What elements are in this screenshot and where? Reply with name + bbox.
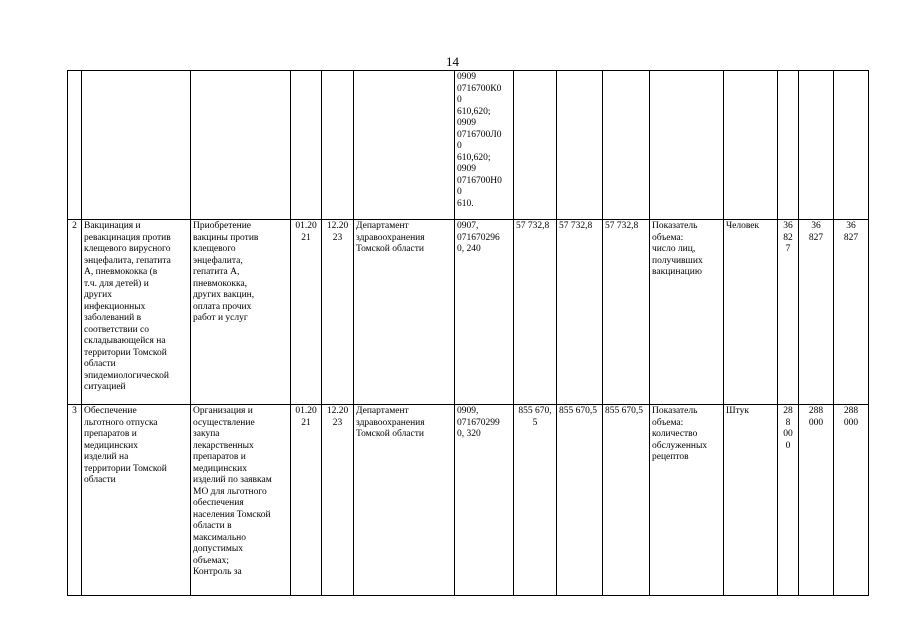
unit: Штук: [724, 405, 778, 596]
end-date: [322, 71, 354, 220]
amount-3: 855 670,5: [603, 405, 650, 596]
indicator: Показатель объема: количество обслуженных рецептов: [650, 405, 724, 596]
amount-1: 855 670, 5: [514, 405, 557, 596]
table-row: [68, 220, 869, 405]
row-number: [68, 71, 82, 220]
row-number: 3: [68, 405, 82, 596]
quantity-3: 288 000: [834, 405, 869, 596]
unit: [724, 71, 778, 220]
table-row: [68, 71, 869, 220]
amount-2: 855 670,5: [557, 405, 603, 596]
row-number: 2: [68, 220, 82, 405]
executor: Департамент здравоохранения Томской области: [354, 405, 455, 596]
end-date: 12.20 23: [322, 220, 354, 405]
quantity-3: 36 827: [834, 220, 869, 405]
executor: Департамент здравоохранения Томской области: [354, 220, 455, 405]
start-date: 01.20 21: [291, 220, 322, 405]
quantity-1: 28 8 00 0: [778, 405, 799, 596]
budget-code: 0909 0716700К0 0 610,620; 0909 0716700Л0 0 610,620; 0909 0716700Н0 0 610.: [455, 71, 514, 220]
executor: [354, 71, 455, 220]
quantity-1: 36 82 7: [778, 220, 799, 405]
amount-1: 57 732,8: [514, 220, 557, 405]
table-row: [68, 405, 869, 596]
end-date: 12.20 23: [322, 405, 354, 596]
measure-name: Вакцинация и ревакцинация против клещевого вирусного энцефалита, гепатита А, пневмококка (в т.ч. для детей) и других инфекционных заболеваний в соответствии со складывающейся на территории Томской области эпидемиологической ситуацией: [82, 220, 191, 405]
amount-2: 57 732,8: [557, 220, 603, 405]
quantity-2: [799, 71, 834, 220]
quantity-3: [834, 71, 869, 220]
unit: Человек: [724, 220, 778, 405]
measure-description: [191, 71, 291, 220]
measure-name: [82, 71, 191, 220]
measure-description: Организация и осуществление закупа лекарственных препаратов и медицинских изделий по заявкам МО для льготного обеспечения населения Томской области в максимально допустимых объемах; Контроль за: [191, 405, 291, 596]
amount-3: [603, 71, 650, 220]
indicator: Показатель объема: число лиц, получивших вакцинацию: [650, 220, 724, 405]
budget-code: 0907, 071670296 0, 240: [455, 220, 514, 405]
quantity-2: 36 827: [799, 220, 834, 405]
quantity-2: 288 000: [799, 405, 834, 596]
measure-name: Обеспечение льготного отпуска препаратов и медицинских изделий на территории Томской области: [82, 405, 191, 596]
amount-2: [557, 71, 603, 220]
measure-description: Приобретение вакцины против клещевого энцефалита, гепатита А, пневмококка, других вакцин, оплата прочих работ и услуг: [191, 220, 291, 405]
budget-code: 0909, 071670299 0, 320: [455, 405, 514, 596]
start-date: 01.20 21: [291, 405, 322, 596]
quantity-1: [778, 71, 799, 220]
program-table: [67, 70, 869, 596]
start-date: [291, 71, 322, 220]
indicator: [650, 71, 724, 220]
amount-3: 57 732,8: [603, 220, 650, 405]
amount-1: [514, 71, 557, 220]
page-number: 14: [446, 54, 459, 69]
